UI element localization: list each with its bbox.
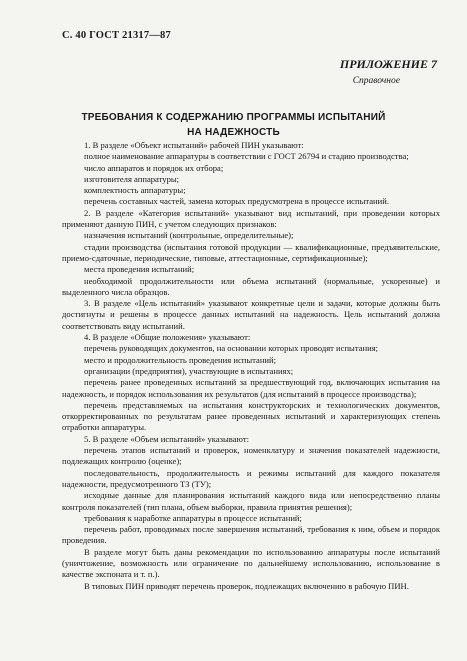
paragraph: требования к наработке аппаратуры в процессе испытаний; <box>84 512 302 523</box>
title-line-2: НА НАДЕЖНОСТЬ <box>187 127 280 138</box>
paragraph: 5. В разделе «Объем испытаний» указывают: <box>84 433 250 444</box>
paragraph: число аппаратов и порядок их отбора; <box>84 162 224 173</box>
reference-label: Справочное <box>352 76 400 86</box>
paragraph: перечень представляемых на испытания конструкторских и технологических документов, откорректированных по результатам ранее проведенных испытаний и характеризующих степень отработки аппаратуры. <box>62 399 440 433</box>
paragraph: перечень составных частей, замена которых предусмотрена в процессе испытаний. <box>84 196 389 207</box>
paragraph: изготовителя аппаратуры; <box>84 173 180 184</box>
paragraph: комплектность аппаратуры; <box>84 185 186 196</box>
paragraph: В типовых ПИН приводят перечень проверок, подлежащих включению в рабочую ПИН. <box>84 580 409 591</box>
paragraph: необходимой продолжительности или объема испытаний (нормальные, ускоренные) и выделенного числа образцов. <box>62 275 440 297</box>
paragraph: В разделе могут быть даны рекомендации по использованию аппаратуры после испытаний (уничтожение, возможность или ограничение по дальнейшему использованию, использование в качестве экспоната и т. п.). <box>62 546 440 580</box>
document-body <box>62 140 440 592</box>
paragraph: полное наименование аппаратуры в соответствии с ГОСТ 26794 и стадию производства; <box>84 151 409 162</box>
paragraph: назначения испытаний (контрольные, определительные); <box>84 230 294 241</box>
page-header-ref: С. 40 ГОСТ 21317—87 <box>62 30 171 41</box>
paragraph: 1. В разделе «Объект испытаний» рабочей ПИН указывают: <box>84 140 304 150</box>
paragraph: 4. В разделе «Общие положения» указывают: <box>84 332 251 343</box>
paragraph: перечень руководящих документов, на основании которых проводят испытания; <box>84 343 379 354</box>
paragraph: 2. В разделе «Категория испытаний» указывают вид испытаний, при проведении которых применяют данную ПИН, с учетом следующих признаков: <box>62 207 440 230</box>
paragraph: 3. В разделе «Цель испытаний» указывают конкретные цели и задачи, которые должны быть достигнуты и решены в процессе данных испытаний на надежность. Цель испытаний должна соответствовать виду испытаний. <box>62 298 440 331</box>
paragraph: исходные данные для планирования испытаний каждого вида или непосредственно планы контроля показателей (тип плана, объем выборки, правила принятия решения); <box>62 490 440 512</box>
paragraph: организации (предприятия), участвующие в испытаниях; <box>84 365 294 376</box>
paragraph: места проведения испытаний; <box>84 264 195 275</box>
paragraph: перечень ранее проведенных испытаний за предшествующий год, включающих испытания на надежность, и порядок использования их результатов (для испытаний в процессе производства); <box>62 377 440 399</box>
paragraph: последовательность, продолжительность и режимы испытаний для каждого показателя надежности, предусмотренного ТЗ (ТУ); <box>62 467 440 489</box>
title-line-1: ТРЕБОВАНИЯ К СОДЕРЖАНИЮ ПРОГРАММЫ ИСПЫТАНИЙ <box>81 112 386 123</box>
paragraph: перечень работ, проводимых после завершения испытаний, требования к ним, объем и порядок проведения. <box>62 524 440 546</box>
paragraph: стадии производства (испытания готовой продукции — квалификационные, предъявительские, приемо-сдаточные, периодические, типовые, аттестационные, сертификационные); <box>62 241 440 263</box>
paragraph: место и продолжительность проведения испытаний; <box>84 354 276 365</box>
document-title <box>0 110 467 140</box>
paragraph: перечень этапов испытаний и проверок, номенклатуру и значения показателей надежности, подлежащих контролю (оценке); <box>62 445 440 467</box>
appendix-label: ПРИЛОЖЕНИЕ 7 <box>339 57 437 71</box>
